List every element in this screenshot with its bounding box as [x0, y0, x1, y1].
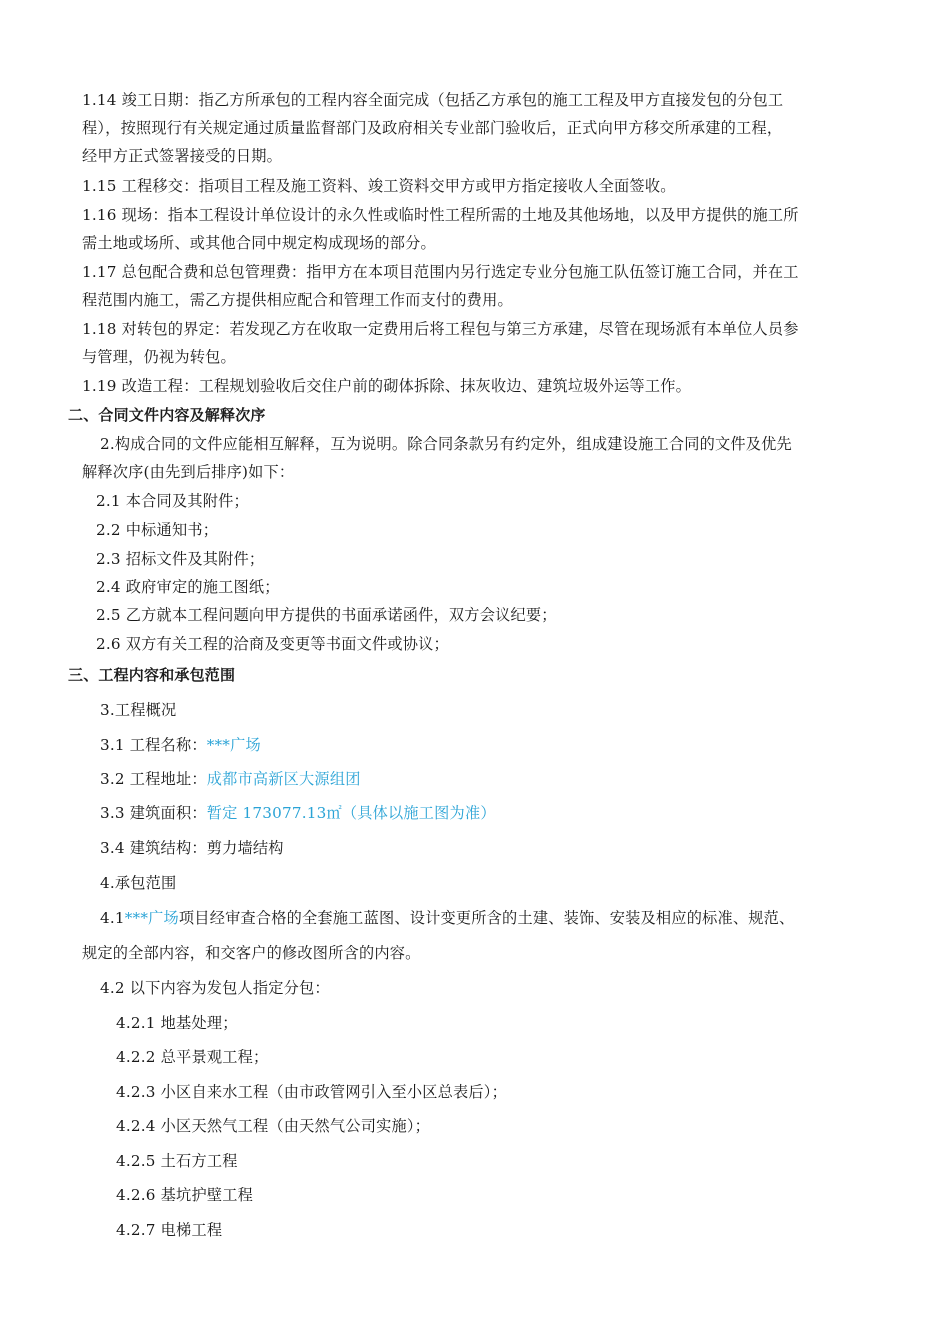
clause-3-1 [100, 735, 890, 755]
project-address-value: 成都市高新区大源组团 [206, 770, 361, 788]
building-area-label: 3.3 建筑面积： [100, 804, 207, 822]
clause-2-5: 2.5 乙方就本工程问题向甲方提供的书面承诺函件，双方会议纪要； [96, 606, 557, 624]
section-3-heading: 三、工程内容和承包范围 [68, 666, 236, 684]
clause-4-2: 4.2 以下内容为发包人指定分包： [100, 979, 330, 997]
section-2-heading: 二、合同文件内容及解释次序 [68, 406, 266, 424]
clause-2-2: 2.2 中标通知书； [96, 521, 219, 539]
project-name-value: ***广场 [206, 736, 261, 754]
project-address-label: 3.2 工程地址： [100, 770, 207, 788]
clause-1-17-line-2: 程范围内施工，需乙方提供相应配合和管理工作而支付的费用。 [82, 291, 513, 309]
clause-2-line-2: 解释次序(由先到后排序)如下： [82, 463, 295, 481]
clause-1-14-line-2: 程），按照现行有关规定通过质量监督部门及政府相关专业部门验收后，正式向甲方移交所承建的工程， [82, 119, 783, 137]
clause-3-2 [100, 769, 890, 789]
clause-3: 3.工程概况 [100, 701, 177, 719]
clause-1-18-line-1: 1.18 对转包的界定：若发现乙方在收取一定费用后将工程包与第三方承建，尽管在现场派有本单位人员参 [82, 320, 799, 338]
clause-3-4: 3.4 建筑结构：剪力墙结构 [100, 839, 284, 857]
clause-1-16-line-2: 需土地或场所、或其他合同中规定构成现场的部分。 [82, 234, 436, 252]
project-name-label: 3.1 工程名称： [100, 736, 207, 754]
clause-1-14-line-3: 经甲方正式签署接受的日期。 [82, 147, 283, 165]
clause-4-2-4: 4.2.4 小区天然气工程（由天然气公司实施）； [116, 1117, 431, 1135]
clause-2-3: 2.3 招标文件及其附件； [96, 550, 265, 568]
clause-1-19: 1.19 改造工程：工程规划验收后交住户前的砌体拆除、抹灰收边、建筑垃圾外运等工作。 [82, 377, 691, 395]
clause-2-4: 2.4 政府审定的施工图纸； [96, 578, 280, 596]
clause-2-line-1: 2.构成合同的文件应能相互解释，互为说明。除合同条款另有约定外，组成建设施工合同的文件及优先 [100, 435, 792, 453]
clause-1-17-line-1: 1.17 总包配合费和总包管理费：指甲方在本项目范围内另行选定专业分包施工队伍签订施工合同，并在工 [82, 263, 799, 281]
clause-4-2-7: 4.2.7 电梯工程 [116, 1221, 223, 1239]
clause-4-1-line-1 [100, 908, 870, 928]
clause-4-2-3: 4.2.3 小区自来水工程（由市政管网引入至小区总表后）； [116, 1083, 507, 1101]
clause-1-15: 1.15 工程移交：指项目工程及施工资料、竣工资料交甲方或甲方指定接收人全面签收。 [82, 177, 676, 195]
clause-4-2-5: 4.2.5 土石方工程 [116, 1152, 238, 1170]
clause-4-1-number: 4.1 [100, 909, 125, 927]
clause-2-1: 2.1 本合同及其附件； [96, 492, 249, 510]
clause-4-2-6: 4.2.6 基坑护壁工程 [116, 1186, 253, 1204]
clause-4: 4.承包范围 [100, 874, 177, 892]
clause-1-14-line-1: 1.14 竣工日期：指乙方所承包的工程内容全面完成（包括乙方承包的施工工程及甲方直接发包的分包工 [82, 91, 784, 109]
clause-1-16-line-1: 1.16 现场：指本工程设计单位设计的永久性或临时性工程所需的土地及其他场地，以及甲方提供的施工所 [82, 206, 799, 224]
clause-4-2-2: 4.2.2 总平景观工程； [116, 1048, 269, 1066]
building-area-value: 暂定 173077.13㎡（具体以施工图为准） [206, 804, 496, 822]
clause-2-6: 2.6 双方有关工程的洽商及变更等书面文件或协议； [96, 635, 449, 653]
clause-4-2-1: 4.2.1 地基处理； [116, 1014, 238, 1032]
clause-1-18-line-2: 与管理，仍视为转包。 [82, 348, 236, 366]
clause-3-3 [100, 803, 890, 823]
clause-4-1-text: 项目经审查合格的全套施工蓝图、设计变更所含的土建、装饰、安装及相应的标准、规范、 [178, 909, 795, 927]
clause-4-1-line-2: 规定的全部内容，和交客户的修改图所含的内容。 [82, 944, 421, 962]
clause-4-1-project-name: ***广场 [124, 909, 179, 927]
